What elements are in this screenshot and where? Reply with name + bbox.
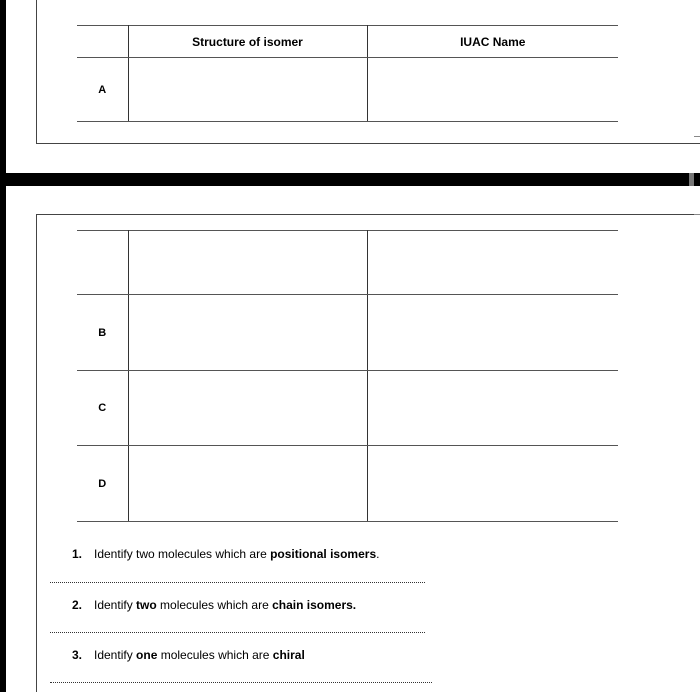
answer-line-2[interactable] [50, 632, 425, 633]
question-text-bold: chiral [272, 648, 305, 662]
frame-tick [694, 214, 700, 215]
structure-cell[interactable] [128, 446, 367, 522]
table-row [77, 371, 618, 446]
question-1 [72, 547, 379, 561]
divider-band-end [689, 173, 694, 186]
question-2 [72, 598, 356, 612]
question-3 [72, 648, 305, 662]
page-divider-band [0, 173, 700, 186]
structure-cell[interactable] [128, 371, 367, 446]
question-text-bold: positional isomers [270, 547, 377, 561]
header-iupac-name: IUAC Name [367, 26, 618, 58]
header-label-cell [77, 26, 128, 58]
structure-cell[interactable] [128, 58, 367, 122]
name-cell[interactable] [367, 295, 618, 371]
name-cell[interactable] [367, 231, 618, 295]
question-text: Identify [94, 648, 137, 662]
table-header-row [77, 26, 618, 58]
question-text-bold: two [136, 598, 157, 612]
frame-tick [694, 136, 700, 137]
answer-line-1[interactable] [50, 582, 425, 583]
row-label: D [77, 446, 128, 522]
row-label: A [77, 58, 128, 122]
row-label: B [77, 295, 128, 371]
question-text-bold: one [136, 648, 158, 662]
question-text: molecules which are [156, 598, 273, 612]
structure-cell[interactable] [128, 295, 367, 371]
table-row [77, 295, 618, 371]
question-text-bold: chain isomers. [272, 598, 357, 612]
question-text: . [376, 547, 380, 561]
left-edge-bar [0, 0, 6, 692]
name-cell[interactable] [367, 446, 618, 522]
row-label [77, 231, 128, 295]
answer-line-3[interactable] [50, 682, 432, 683]
table-row [77, 58, 618, 122]
header-structure: Structure of isomer [128, 26, 367, 58]
question-text: Identify two molecules which are [94, 547, 271, 561]
isomer-table-bottom [77, 230, 618, 522]
question-text: molecules which are [157, 648, 273, 662]
table-row [77, 446, 618, 522]
question-number: 2. [72, 598, 83, 612]
question-number: 1. [72, 547, 83, 561]
question-number: 3. [72, 648, 83, 662]
structure-cell[interactable] [128, 231, 367, 295]
question-text: Identify [94, 598, 137, 612]
isomer-table-top [77, 25, 618, 122]
row-label: C [77, 371, 128, 446]
name-cell[interactable] [367, 371, 618, 446]
table-row [77, 231, 618, 295]
name-cell[interactable] [367, 58, 618, 122]
